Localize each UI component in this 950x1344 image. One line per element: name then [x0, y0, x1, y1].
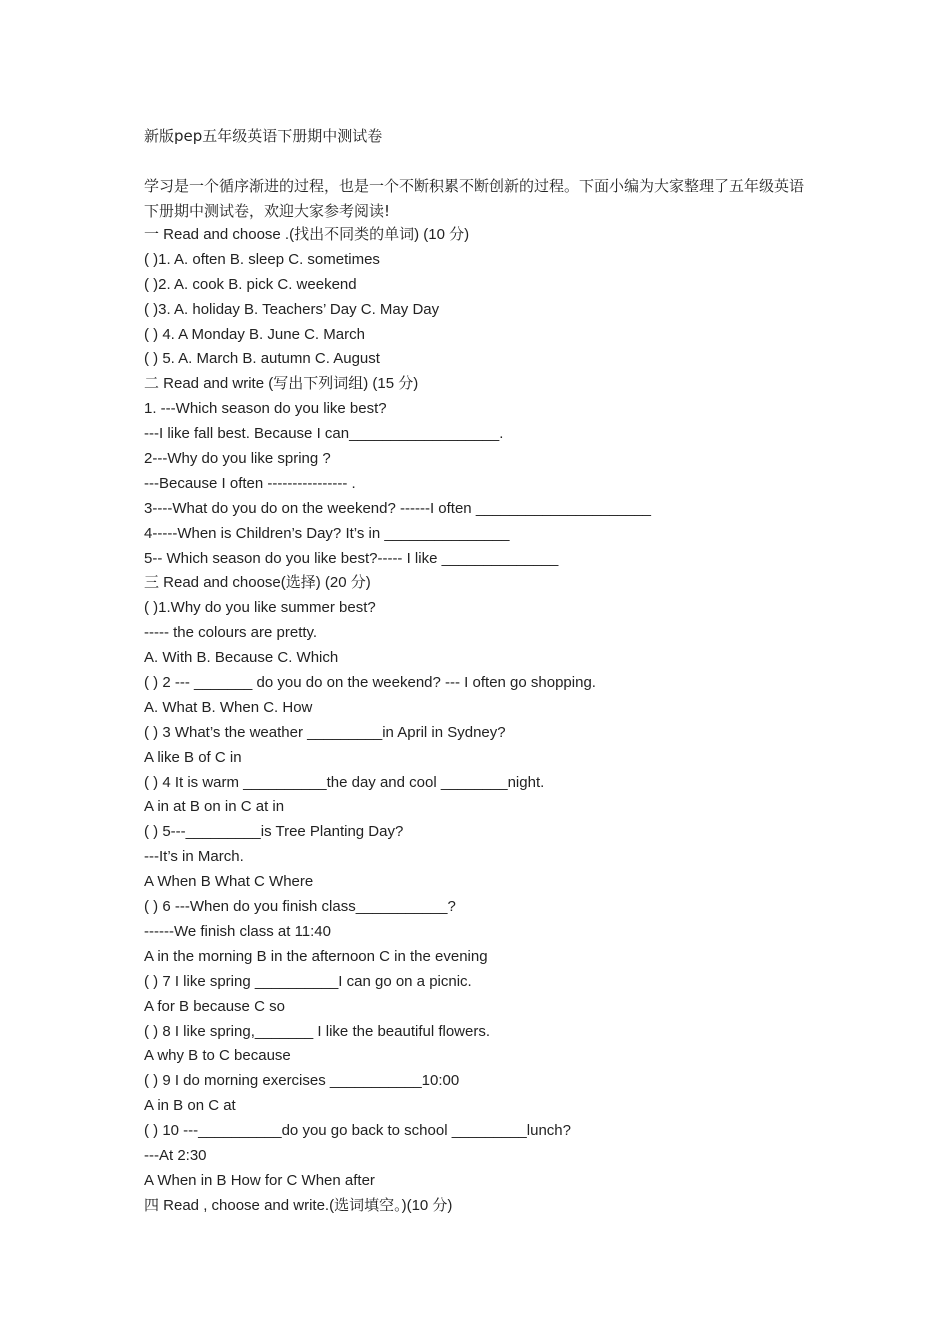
document-title: 新版pep五年级英语下册期中测试卷 [144, 127, 383, 145]
answer-options: A When in B How for C When after [144, 1171, 375, 1189]
question-line: ( ) 4 It is warm __________the day and cool ________night. [144, 773, 545, 791]
question-line: ( ) 3 What’s the weather _________in April in Sydney? [144, 723, 506, 741]
question-line: 4-----When is Children’s Day? It’s in _______________ [144, 524, 510, 542]
exam-content [144, 223, 844, 1219]
answer-options: A in the morning B in the afternoon C in the evening [144, 947, 488, 965]
question-line: ( ) 7 I like spring __________I can go on a picnic. [144, 972, 472, 990]
question-line: ( ) 5. A. March B. autumn C. August [144, 350, 380, 368]
question-line: ( )1. A. often B. sleep C. sometimes [144, 250, 380, 268]
question-line: ( )1.Why do you like summer best? [144, 599, 376, 617]
question-line: ( ) 4. A Monday B. June C. March [144, 325, 365, 343]
question-line: 2---Why do you like spring ? [144, 450, 331, 468]
answer-options: A When B What C Where [144, 873, 314, 891]
section-heading: 二 Read and write (写出下列词组) (15 分) [144, 375, 419, 393]
question-line: ( ) 10 ---__________do you go back to school _________lunch? [144, 1122, 571, 1140]
answer-options: A. With B. Because C. Which [144, 649, 339, 667]
question-line: ( ) 6 ---When do you finish class___________? [144, 898, 456, 916]
section-heading: 一 Read and choose .(找出不同类的单词) (10 分) [144, 226, 470, 243]
answer-options: A in B on C at [144, 1097, 236, 1115]
intro-paragraph: 学习是一个循序渐进的过程，也是一个不断积累不断创新的过程。下面小编为大家整理了五年级英语下册期中测试卷，欢迎大家参考阅读! [144, 177, 805, 220]
question-line: ( ) 8 I like spring,_______ I like the beautiful flowers. [144, 1022, 491, 1040]
question-line: 1. ---Which season do you like best? [144, 400, 387, 418]
question-line: ------We finish class at 11:40 [144, 922, 331, 940]
question-line: ( ) 2 --- _______ do you do on the weekend? --- I often go shopping. [144, 674, 596, 692]
question-line: ---At 2:30 [144, 1146, 207, 1164]
answer-options: A in at B on in C at in [144, 798, 285, 816]
answer-options: A. What B. When C. How [144, 698, 313, 716]
question-line: ---I like fall best. Because I can__________________. [144, 425, 504, 443]
section-heading: 四 Read , choose and write.(选词填空。)(10 分) [144, 1196, 453, 1214]
question-line: ( ) 9 I do morning exercises ___________10:00 [144, 1072, 460, 1090]
question-line: ---Because I often ---------------- . [144, 474, 356, 492]
answer-options: A for B because C so [144, 997, 285, 1015]
question-line: ---It’s in March. [144, 848, 244, 866]
question-line: 3----What do you do on the weekend? ------I often _____________________ [144, 499, 652, 517]
question-line: 5-- Which season do you like best?----- I like ______________ [144, 549, 559, 567]
question-line: ( )2. A. cook B. pick C. weekend [144, 275, 357, 293]
question-line: ( )3. A. holiday B. Teachers’ Day C. May Day [144, 300, 440, 318]
section-heading: 三 Read and choose(选择) (20 分) [144, 574, 371, 592]
question-line: ----- the colours are pretty. [144, 624, 318, 642]
answer-options: A why B to C because [144, 1047, 291, 1065]
question-line: ( ) 5---_________is Tree Planting Day? [144, 823, 404, 841]
answer-options: A like B of C in [144, 748, 242, 766]
